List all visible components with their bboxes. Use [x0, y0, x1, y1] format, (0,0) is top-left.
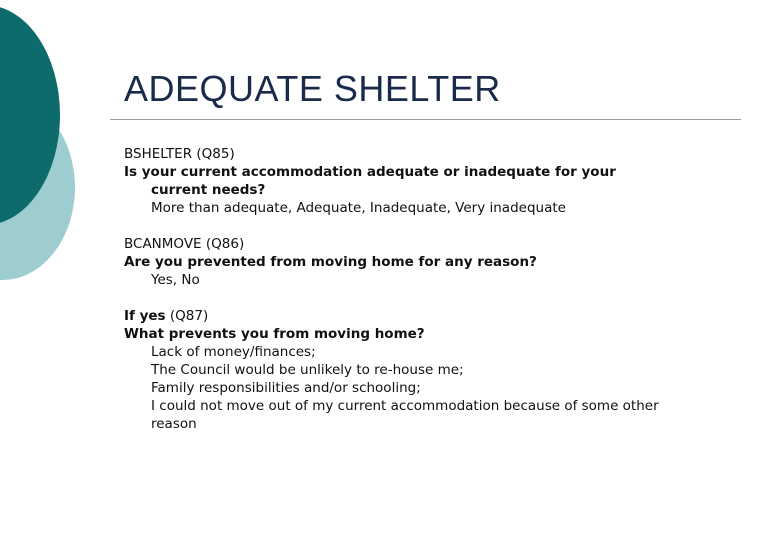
q86-answers: Yes, No — [151, 272, 200, 288]
q87-condition: If yes — [124, 308, 166, 324]
q87-answer-2: The Council would be unlikely to re-house me; — [151, 362, 464, 378]
q87-answer-4-continued: reason — [151, 416, 197, 432]
q87-question: What prevents you from moving home? — [124, 326, 425, 342]
q87-answer-3: Family responsibilities and/or schooling; — [151, 380, 421, 396]
q86-question: Are you prevented from moving home for any reason? — [124, 254, 537, 270]
q87-answer-4: I could not move out of my current accommodation because of some other — [151, 398, 659, 414]
title-divider — [110, 119, 741, 120]
q87-code: (Q87) — [165, 308, 209, 324]
slide-title: ADEQUATE SHELTER — [124, 68, 501, 109]
spacer — [124, 217, 744, 235]
q86-code: BCANMOVE (Q86) — [124, 236, 245, 252]
q85-question-line-1: Is your current accommodation adequate or inadequate for your — [124, 164, 616, 180]
q87-heading — [124, 307, 744, 325]
q85-question-line-2: current needs? — [151, 182, 266, 198]
q85-code: BSHELTER (Q85) — [124, 146, 235, 162]
q87-answer-1: Lack of money/finances; — [151, 344, 316, 360]
spacer — [124, 289, 744, 307]
q85-answers: More than adequate, Adequate, Inadequate, Very inadequate — [151, 200, 566, 216]
slide-content — [124, 145, 744, 433]
